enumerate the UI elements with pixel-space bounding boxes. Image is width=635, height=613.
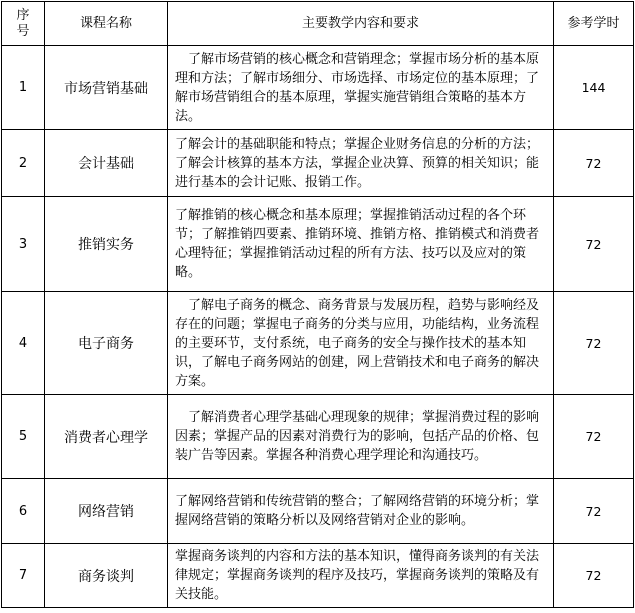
row-seq: 6: [2, 479, 45, 544]
row-content: 了解推销的核心概念和基本原理；掌握推销活动过程的各个环节；了解推销四要素、推销环境、推销方格、推销模式和消费者心理特征；掌握推销活动过程的所有方法、技巧以及应对的策略。: [168, 197, 554, 292]
row-seq: 3: [2, 197, 45, 292]
row-seq: 1: [2, 46, 45, 130]
row-hours: 72: [554, 197, 634, 292]
row-hours: 72: [554, 479, 634, 544]
header-hours: 参考学时: [554, 2, 634, 46]
row-content: 了解消费者心理学基础心理现象的规律；掌握消费过程的影响因素；掌握产品的因素对消费行为的影响，包括产品的价格、包装广告等因素。掌握各种消费心理学理论和沟通技巧。: [168, 395, 554, 479]
row-seq: 4: [2, 292, 45, 395]
row-course-name: 网络营销: [45, 479, 168, 544]
row-content: 掌握商务谈判的内容和方法的基本知识，懂得商务谈判的有关法律规定；掌握商务谈判的程序及技巧，掌握商务谈判的策略及有关技能。: [168, 544, 554, 608]
row-seq: 2: [2, 130, 45, 197]
table-row: [2, 197, 634, 292]
row-course-name: 市场营销基础: [45, 46, 168, 130]
row-content: 了解网络营销和传统营销的整合；了解网络营销的环境分析；掌握网络营销的策略分析以及网络营销对企业的影响。: [168, 479, 554, 544]
row-course-name: 电子商务: [45, 292, 168, 395]
table-row: [2, 130, 634, 197]
row-seq: 5: [2, 395, 45, 479]
row-course-name: 推销实务: [45, 197, 168, 292]
row-course-name: 消费者心理学: [45, 395, 168, 479]
table-row: [2, 46, 634, 130]
row-content: 了解市场营销的核心概念和营销理念；掌握市场分析的基本原理和方法；了解市场细分、市场选择、市场定位的基本原理；了解市场营销组合的基本原理，掌握实施营销组合策略的基本方法。: [168, 46, 554, 130]
table-row: [2, 395, 634, 479]
row-course-name: 会计基础: [45, 130, 168, 197]
row-hours: 72: [554, 292, 634, 395]
row-content: 了解会计的基础职能和特点；掌握企业财务信息的分析的方法；了解会计核算的基本方法，掌握企业决算、预算的相关知识；能进行基本的会计记账、报销工作。: [168, 130, 554, 197]
table-row: [2, 292, 634, 395]
course-table: [1, 1, 634, 608]
row-seq: 7: [2, 544, 45, 608]
header-course: 课程名称: [45, 2, 168, 46]
table-row: [2, 544, 634, 608]
table-row: [2, 479, 634, 544]
row-content: 了解电子商务的概念、商务背景与发展历程，趋势与影响经及存在的问题；掌握电子商务的分类与应用，功能结构，业务流程的主要环节，支付系统，电子商务的安全与操作技术的基本知识，了解电子商务网站的创建，网上营销技术和电子商务的解决方案。: [168, 292, 554, 395]
row-course-name: 商务谈判: [45, 544, 168, 608]
header-content: 主要教学内容和要求: [168, 2, 554, 46]
row-hours: 72: [554, 130, 634, 197]
row-hours: 144: [554, 46, 634, 130]
header-row: [2, 2, 634, 46]
row-hours: 72: [554, 395, 634, 479]
row-hours: 72: [554, 544, 634, 608]
header-seq: 序号: [2, 2, 45, 46]
